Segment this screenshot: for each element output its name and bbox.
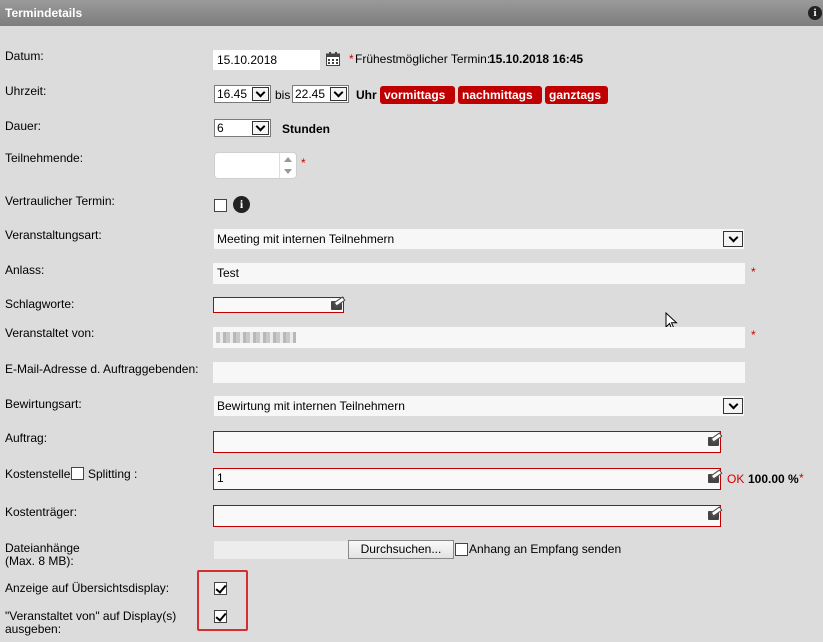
veranstaltungsart-select[interactable] [214,229,744,249]
anhang-checkbox[interactable] [455,543,468,556]
splitting-label: Splitting : [88,467,138,481]
chevron-down-icon [252,87,269,101]
anlass-label: Anlass: [5,263,45,277]
auftrag-label: Auftrag: [5,431,48,445]
bewirtungsart-value: Bewirtung mit internen Teilnehmern [217,399,405,413]
vertraulich-label: Vertraulicher Termin: [5,194,115,208]
nachmittags-button[interactable]: nachmittags [458,86,542,104]
required-mark: * [301,156,306,170]
schlagworte-input[interactable] [213,297,344,313]
kostentraeger-input[interactable] [213,505,721,527]
anzeige-label: Anzeige auf Übersichtsdisplay: [5,581,170,595]
teilnehmende-label: Teilnehmende: [5,151,84,165]
schlagworte-label: Schlagworte: [5,297,75,311]
chevron-down-icon [723,231,743,247]
info-icon[interactable]: i [233,196,250,213]
dauer-label: Dauer: [5,119,42,133]
percent-value: 100.00 % [748,472,799,486]
ok-status: OK [727,472,745,486]
info-icon[interactable]: i [808,6,822,20]
chevron-down-icon [723,398,743,414]
bewirtungsart-label: Bewirtungsart: [5,397,82,411]
display-checkbox[interactable] [214,610,227,623]
display-label: "Veranstaltet von" auf Display(s) [5,609,177,623]
vormittags-button[interactable]: vormittags [380,86,455,104]
veranstaltungsart-value: Meeting mit internen Teilnehmern [217,232,395,246]
spinner-arrows[interactable] [279,153,296,178]
dateianhaenge-label: Dateianhänge [5,541,80,555]
email-input[interactable] [213,362,745,383]
time-from-select[interactable] [214,85,271,103]
kostenstelle-input[interactable]: 1 [213,468,721,490]
datum-input[interactable]: 15.10.2018 [213,50,320,70]
uhr-label: Uhr [356,88,377,102]
teilnehmende-spinner[interactable] [214,152,297,179]
anhang-label: Anhang an Empfang senden [469,542,622,556]
required-mark: * [349,52,354,66]
display-label-line2: ausgeben: [5,622,62,636]
required-mark: * [799,471,804,485]
earliest-label: Frühestmöglicher Termin: [355,52,491,66]
blurred-name [216,332,296,343]
chevron-down-icon [330,87,347,101]
dauer-select[interactable] [214,119,271,137]
section-header [0,0,823,26]
section-title: Termindetails [5,6,83,20]
bis-label: bis [275,88,291,102]
required-mark: * [751,328,756,342]
time-from-value: 16.45 [217,87,248,101]
uhrzeit-label: Uhrzeit: [5,84,47,98]
ganztags-button[interactable]: ganztags [545,86,608,104]
chevron-down-icon [252,121,269,135]
time-to-select[interactable] [292,85,349,103]
edit-icon[interactable] [708,437,719,446]
time-to-value: 22.45 [295,87,326,101]
browse-button[interactable]: Durchsuchen... [348,540,454,559]
calendar-icon[interactable] [326,52,340,66]
vertraulich-checkbox[interactable] [214,199,227,212]
stunden-label: Stunden [282,122,330,136]
edit-icon[interactable] [708,511,719,520]
email-label: E-Mail-Adresse d. Auftraggebenden: [5,362,199,376]
dauer-value: 6 [217,121,224,135]
datum-label: Datum: [5,49,44,63]
required-mark: * [751,265,756,279]
auftrag-input[interactable] [213,431,721,453]
anzeige-checkbox[interactable] [214,582,227,595]
dateianhaenge-limit: (Max. 8 MB): [5,554,74,568]
kostentraeger-label: Kostenträger: [5,505,78,519]
veranstaltet-von-label: Veranstaltet von: [5,326,95,340]
veranstaltungsart-label: Veranstaltungsart: [5,228,102,242]
file-path-field[interactable] [214,541,348,559]
edit-icon[interactable] [708,474,719,483]
splitting-checkbox[interactable] [71,467,84,480]
earliest-value: 15.10.2018 16:45 [489,52,584,66]
anlass-input[interactable]: Test [213,263,745,284]
kostenstelle-label: Kostenstelle [5,467,71,481]
edit-icon[interactable] [331,301,342,310]
bewirtungsart-select[interactable] [214,396,744,416]
